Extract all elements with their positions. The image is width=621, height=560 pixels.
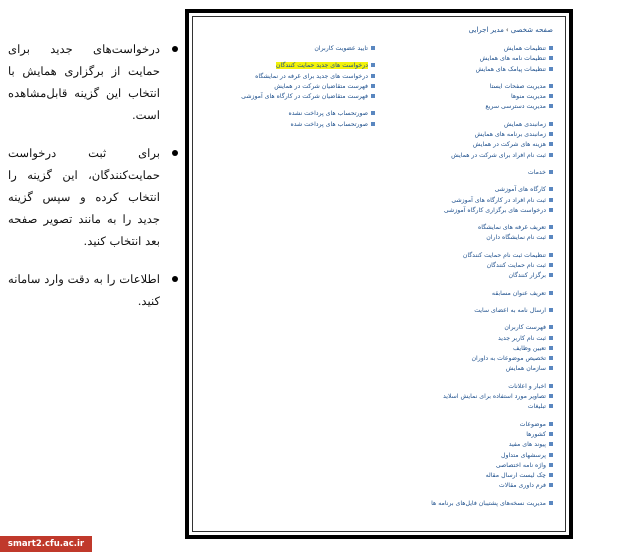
menu-group-gap [431,492,553,499]
menu-bullet-icon [549,394,553,398]
menu-group-gap [431,282,553,289]
menu-bullet-icon [549,442,553,446]
menu-group-gap [431,375,553,382]
menu-bullet-icon [371,74,375,78]
menu-link-label: تنظیمات نامه های همایش [479,55,546,63]
footer-url: smart2.cfu.ac.ir [0,536,92,552]
menu-link-label: فهرست متقاضیان شرکت در کارگاه های آموزشی [241,93,368,101]
menu-link-label: تایید عضویت کاربران [314,45,368,52]
menu-link-label: واژه نامه اختصاصی [495,461,546,469]
menu-bullet-icon [549,235,553,239]
menu-link-label: اخبار و اعلانات [508,382,546,390]
instruction-text: درخواست‌های جدید برای حمایت از برگزاری همایش با انتخاب این گزینه قابل‌مشاهده است. [8,42,160,122]
menu-group-gap [431,75,553,82]
menu-bullet-icon [549,46,553,50]
menu-link[interactable] [241,82,375,92]
menu-link[interactable] [431,271,553,281]
menu-link[interactable] [241,44,375,54]
menu-bullet-icon [549,56,553,60]
menu-link-label: تنظیمات ثبت نام حمایت کنندگان [462,251,546,259]
menu-bullet-icon [549,366,553,370]
menu-bullet-icon [371,111,375,115]
menu-link[interactable] [241,92,375,102]
menu-group-gap [241,54,375,61]
menu-bullet-icon [549,463,553,467]
menu-link-label: درخواست های برگزاری کارگاه آموزشی [443,206,546,214]
menu-link[interactable] [431,233,553,243]
menu-link-label: فهرست کاربران [504,324,546,332]
menu-link[interactable] [431,44,553,54]
menu-group-gap [431,216,553,223]
menu-bullet-icon [549,483,553,487]
menu-link[interactable] [431,481,553,491]
menu-bullet-icon [549,94,553,98]
menu-link-label: ثبت نام نمایشگاه داران [486,234,546,242]
menu-link-label: زمانبندی برنامه های همایش [474,131,546,139]
menu-bullet-icon [371,94,375,98]
menu-link[interactable] [431,140,553,150]
menu-link[interactable] [431,65,553,75]
menu-link-label: صورتحساب های پرداخت شده [290,120,368,128]
menu-bullet-icon [549,291,553,295]
menu-link[interactable] [431,354,553,364]
menu-link-label: مدیریت دسترسی سریع [485,103,546,111]
menu-link[interactable] [431,185,553,195]
menu-bullet-icon [549,356,553,360]
menu-link[interactable] [431,402,553,412]
menu-link-label: تصاویر مورد استفاده برای نمایش اسلاید [442,393,546,401]
menu-bullet-icon [549,473,553,477]
menu-link-label: خدمات [527,168,546,176]
menu-left-column [241,44,375,130]
menu-link[interactable] [431,261,553,271]
menu-link[interactable] [431,196,553,206]
menu-link[interactable] [431,451,553,461]
menu-link-label: ارسال نامه به اعضای سایت [474,306,546,314]
menu-link-label: صورتحساب های پرداخت نشده [288,110,368,118]
menu-link-label: موضوعات [519,420,546,428]
menu-link[interactable] [431,82,553,92]
menu-group-gap [431,316,553,323]
menu-link[interactable] [431,92,553,102]
menu-bullet-icon [371,63,375,67]
menu-bullet-icon [549,404,553,408]
breadcrumb-separator-icon: › [505,26,509,34]
menu-link-label: تعریف غرفه های نمایشگاه [477,224,546,232]
menu-link-label: ثبت نام حمایت کنندگان [486,262,546,270]
instruction-item [8,38,178,126]
breadcrumb-current: مدیر اجرایی [468,26,504,34]
instruction-text: اطلاعات را به دقت وارد سامانه کنید. [8,272,160,308]
menu-bullet-icon [549,453,553,457]
menu-group-gap [431,161,553,168]
menu-bullet-icon [371,46,375,50]
menu-link-label: درخواست های جدید حمایت کنندگان [275,62,368,70]
menu-link[interactable] [431,306,553,316]
menu-link[interactable] [431,461,553,471]
menu-bullet-icon [549,122,553,126]
menu-link-label: فرم داوری مقالات [498,482,546,490]
menu-link-label: ثبت نام کاربر جدید [497,334,546,342]
menu-link[interactable] [241,120,375,130]
menu-link[interactable] [431,130,553,140]
menu-right-column [431,44,553,509]
menu-link-label: هزینه های شرکت در همایش [472,141,546,149]
menu-link[interactable] [241,61,375,71]
menu-link[interactable] [431,499,553,509]
menu-link-label: مدیریت صفحات ایستا [489,82,546,90]
menu-link-label: تنظیمات پیامک های همایش [475,65,546,73]
menu-link[interactable] [431,206,553,216]
menu-link-label: تعریف عنوان مسابقه [491,289,546,297]
menu-link-label: تنظیمات همایش [503,45,546,52]
menu-bullet-icon [549,187,553,191]
menu-link-label: پیوند های مفید [508,441,546,449]
menu-link[interactable] [241,109,375,119]
menu-link[interactable] [431,344,553,354]
menu-link[interactable] [431,54,553,64]
menu-link[interactable] [431,440,553,450]
menu-link[interactable] [431,223,553,233]
menu-link-label: مدیریت منوها [511,93,546,101]
menu-link[interactable] [431,382,553,392]
menu-link[interactable] [431,430,553,440]
menu-bullet-icon [549,308,553,312]
admin-panel [192,16,566,532]
menu-bullet-icon [371,122,375,126]
menu-link-label: فهرست متقاضیان شرکت در همایش [274,82,368,90]
menu-bullet-icon [549,67,553,71]
menu-bullet-icon [549,263,553,267]
menu-bullet-icon [371,84,375,88]
menu-bullet-icon [549,325,553,329]
menu-link[interactable] [431,420,553,430]
instruction-item [8,268,178,312]
menu-bullet-icon [549,142,553,146]
menu-link-label: کارگاه های آموزشی [494,186,546,194]
breadcrumb-home[interactable]: صفحه شخصی [510,26,553,34]
menu-bullet-icon [549,132,553,136]
menu-link-label: چک لیست ارسال مقاله [485,472,546,480]
screenshot-frame [185,9,573,539]
menu-link-label: تبلیغات [527,403,546,411]
breadcrumb [469,26,553,34]
menu-bullet-icon [549,153,553,157]
menu-bullet-icon [549,384,553,388]
menu-bullet-icon [549,422,553,426]
menu-bullet-icon [549,104,553,108]
instruction-item [8,142,178,252]
menu-group-gap [431,113,553,120]
menu-link[interactable] [431,168,553,178]
menu-link[interactable] [431,392,553,402]
menu-link-label: ثبت نام افراد برای شرکت در همایش [451,151,546,159]
menu-link-label: زمانبندی همایش [503,120,546,128]
menu-link[interactable] [431,471,553,481]
menu-link[interactable] [431,289,553,299]
menu-group-gap [431,244,553,251]
menu-link-label: کشورها [526,430,546,438]
menu-bullet-icon [549,273,553,277]
menu-link[interactable] [431,102,553,112]
menu-link[interactable] [431,364,553,374]
menu-link-label: تخصیص موضوعات به داوران [471,355,546,363]
menu-link[interactable] [431,323,553,333]
menu-link-label: پرسشهای متداول [500,451,546,459]
menu-bullet-icon [549,501,553,505]
menu-bullet-icon [549,432,553,436]
menu-bullet-icon [549,346,553,350]
menu-group-gap [431,178,553,185]
menu-group-gap [431,299,553,306]
menu-link[interactable] [431,334,553,344]
menu-link[interactable] [431,120,553,130]
menu-link[interactable] [431,251,553,261]
menu-bullet-icon [549,170,553,174]
bullet-icon [172,276,178,282]
menu-link-label: درخواست های جدید برای غرفه در نمایشگاه [255,72,368,80]
menu-link-label: برگزار کنندگان [508,272,546,280]
menu-bullet-icon [549,225,553,229]
menu-bullet-icon [549,208,553,212]
menu-group-gap [431,413,553,420]
menu-link[interactable] [241,72,375,82]
menu-link-label: مدیریت نسخه‌های پشتیبان فایل‌های برنامه ها [431,499,546,507]
menu-group-gap [241,102,375,109]
menu-bullet-icon [549,253,553,257]
menu-link-label: ثبت نام افراد در کارگاه های آموزشی [451,196,546,204]
menu-bullet-icon [549,336,553,340]
menu-link[interactable] [431,151,553,161]
menu-bullet-icon [549,84,553,88]
instructions-list [8,38,178,328]
bullet-icon [172,46,178,52]
menu-bullet-icon [549,198,553,202]
menu-link-label: سازمان همایش [505,365,546,373]
instruction-text: برای ثبت درخواست حمایت‌کنندگان، این گزینه را انتخاب کرده و سپس گزینه جدید را به مانند تصویر صفحه بعد انتخاب کنید. [8,146,160,248]
menu-link-label: تعیین وظایف [512,344,546,352]
bullet-icon [172,150,178,156]
